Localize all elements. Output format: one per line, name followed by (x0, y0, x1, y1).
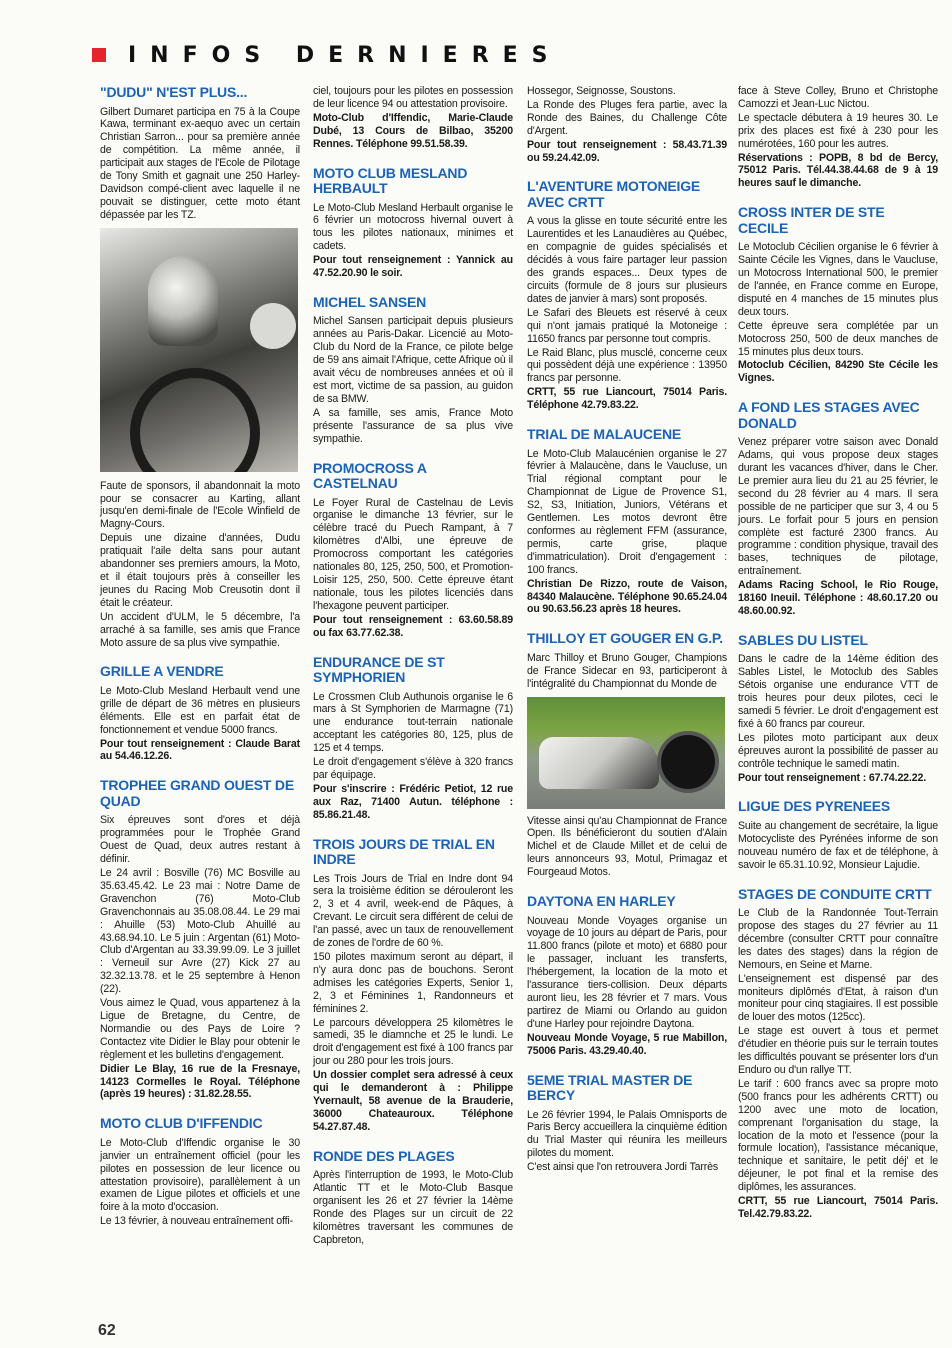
article-contact: Christian De Rizzo, route de Vaison, 84340 Malaucène. Téléphone 90.65.24.04 ou 90.63.56.23 après 18 heures. (527, 577, 727, 616)
article-text: Six épreuves sont d'ores et déjà programmées pour le Trophée Grand Ouest de Quad, deux autres restant à définir. (100, 814, 300, 866)
article-text: Le Moto-Club Malaucénien organise le 27 février à Malaucène, dans le Vaucluse, un Trial régional comptant pour le Championnat de Ligue de Provence S1, S2, S3, Initiation, Juniors, Vétérans et Gentlemen. Les motos devront être conformes au règlement FFM (assurance, permis, carte grise, plaque d'immatriculation). Droit d'engagement : 100 francs. (527, 447, 727, 576)
article-text: Après l'interruption de 1993, le Moto-Club Atlantic TT et le Moto-Club Basque organisent les 26 et 27 février la 14ème Ronde des Plages sur un circuit de 22 kilomètres traversant les communes de Capbreton, (313, 1169, 513, 1246)
article-text: Le Foyer Rural de Castelnau de Levis organise le dimanche 13 février, sur le célèbre tracé du Puech Rampant, à 7 kilomètres d'Albi, une épreuve de Promocross comportant les catégories nationales 80, 125, 250, 500, et Promotion-Loisir 125, 250, 500. Cette épreuve étant nationale, tous les pilotes licenciés dans l'hexagone peuvent participer. (313, 496, 513, 612)
article-text: Le Motoclub Cécilien organise le 6 février à Sainte Cécile les Vignes, dans le Vaucluse, un Motocross International 500, le premier de l'année, en France comme en Europe, disputé en 4 manches de 15 minutes plus deux tours. (738, 241, 938, 318)
article-text: L'enseignement est dispensé par des moniteurs diplômés d'Etat, à raison d'un moniteur pour cinq stagiaires. Il est possible de louer des motos (125cc). (738, 972, 938, 1024)
article-title: TROIS JOURS DE TRIAL EN INDRE (313, 835, 495, 868)
article-text: A vous la glisse en toute sécurité entre les Laurentides et les Lanaudières au Québec, en compagnie de guides spécialisés et décidés à vous faire partager leur passion des grands espaces... Deux types de circuits (formule de 8 jours sur plusieurs dates de janvier à mars) sont proposés. (527, 215, 727, 305)
sidecar-racing-photo (527, 697, 725, 809)
article-text: Suite au changement de secrétaire, la ligue Motocycliste des Pyrénées informe de son nouveau numéro de fax et de téléphone, à savoir le 65.31.10.92, Monsieur Lajudie. (738, 819, 938, 871)
article-text: Le Club de la Randonnée Tout-Terrain propose des stages du 27 février au 11 décembre (consulter CRTT pour connaître les dates des stages) dans la région de Nemours, en Seine et Marne. (738, 907, 938, 971)
section-title: INFOS DERNIERES (128, 42, 562, 68)
article-contact: Pour tout renseignement : 63.60.58.89 ou fax 63.77.62.38. (313, 613, 513, 639)
article-text: Le Moto-Club Mesland Herbault organise le 6 février un motocross hivernal ouvert à tous les pilotes nationaux, minimes et cadets. (313, 201, 513, 253)
article-text: Le Moto-Club Mesland Herbault vend une grille de départ de 36 mètres en plusieurs éléments. Elle est en parfait état de fonctionnement et vendue 5000 francs. (100, 684, 300, 736)
column-1 (100, 85, 300, 1229)
article-text: Michel Sansen participait depuis plusieurs années au Paris-Dakar. Licencié au Moto-Club du Nord de la France, ce pilote belge de 59 ans aimait l'Afrique, cette Afrique où il avait vécu de nombreuses années et où il est mort, victime de sa passion, au guidon de sa BMW. (313, 315, 513, 405)
article-title: "DUDU" N'EST PLUS... (100, 84, 248, 100)
article-text: Nouveau Monde Voyages organise un voyage de 10 jours au départ de Paris, pour 11.800 francs (pilote et moto) et 6880 pour le passager, incluant les transferts, l'hébergement, la location de la moto et l'assurance tiers-collision. Deux départs auront lieu, les 28 février et 7 mars. Vous partirez de Miami ou Orlando au guidon d'une Harley pour rejoindre Daytona. (527, 914, 727, 1030)
sidecar-body-shape (539, 737, 659, 789)
wheel-shape (657, 731, 719, 793)
article-text: Vous aimez le Quad, vous appartenez à la Ligue de Bretagne, du Centre, de Normandie ou des Pays de Loire ? Contactez vite Didier le Blay pour obtenir le règlement et les bulletins d'engagement. (100, 997, 300, 1061)
article-text: Le 26 février 1994, le Palais Omnisports de Paris Bercy accueillera la cinquième édition du Trial Master qui réunira les meilleurs pilotes du moment. (527, 1108, 727, 1160)
article-text: ciel, toujours pour les pilotes en possession de leur licence 94 ou attestation provisoire. (313, 85, 513, 110)
article-contact: Pour tout renseignement : 58.43.71.39 ou 59.24.42.09. (527, 138, 727, 164)
article-title: 5EME TRIAL MASTER DE BERCY (527, 1071, 693, 1104)
article-text: Hossegor, Seignosse, Soustons. (527, 85, 676, 97)
article-text: Le tarif : 600 francs avec sa propre moto (500 francs pour les adhérents CRTT) ou 1200 avec une moto de location, comprenant l'organisation du stage, la location de la moto et l'essence (pour la formule location), l'assistance mécanique, technique et sanitaire, le petit déj' et le déjeuner, le pot final et la remise des diplômes, les assurances. (738, 1077, 938, 1194)
article-text: Cette épreuve sera complétée par un Motocross 250, 500 de deux manches de 15 minutes plus deux tours. (738, 319, 938, 358)
article-title: TROPHEE GRAND OUEST DE QUAD (100, 777, 294, 809)
article-contact: Pour tout renseignement : Yannick au 47.52.20.90 le soir. (313, 254, 513, 280)
article-text: C'est ainsi que l'on retrouvera Jordi Tarrès (527, 1161, 718, 1174)
column-3 (527, 85, 727, 1175)
article-text: 150 pilotes maximum seront au départ, il n'y aura donc pas de bouchons. Seront admises les catégories Experts, Senior 1, 2, 3 et Féminines 1, Randonneurs et féminines 2. (313, 951, 513, 1015)
article-title: A FOND LES STAGES AVEC DONALD (738, 399, 920, 431)
article-text: Le Crossmen Club Authunois organise le 6 mars à St Symphorien de Marmagne (71) une endurance tout-terrain nationale acceptant les catégories 80, 125, plus de 125 et 4 temps. (313, 690, 513, 755)
article-text: La Ronde des Pluges fera partie, avec la Ronde des Baines, du Challenge Côte d'Argent. (527, 98, 727, 137)
article-title: GRILLE A VENDRE (100, 663, 224, 680)
article-title: DAYTONA EN HARLEY (527, 893, 676, 910)
article-contact: CRTT, 55 rue Liancourt, 75014 Paris. Tel.42.79.83.22. (738, 1195, 938, 1220)
page-number: 62 (98, 1322, 116, 1339)
article-title: MICHEL SANSEN (313, 293, 427, 310)
number-plate-shape (250, 303, 296, 349)
article-text: Le spectacle débutera à 19 heures 30. Le prix des places est fixé à 230 pour les numérotées, 160 pour les autres. (738, 111, 938, 150)
article-title: L'AVENTURE MOTONEIGE AVEC CRTT (527, 178, 701, 210)
article-text: Le parcours développera 25 kilomètres le samedi, 35 le diamnche et 25 le lundi. Le droit d'engagement est fixé à 100 francs par jour ou 280 pour les trois jours. (313, 1016, 513, 1068)
motorcycle-racer-photo (100, 228, 298, 472)
article-text: Le stage est ouvert à tous et permet d'étudier en théorie puis sur le terrain toutes les difficultés pouvant se présenter lors d'un Enduro ou d'un rallye TT. (738, 1025, 938, 1076)
article-title: ENDURANCE DE ST SYMPHORIEN (313, 653, 445, 685)
article-text: Le 13 février, à nouveau entraînement offi- (100, 1215, 293, 1228)
article-text: Faute de sponsors, il abandonnait la moto pour se consacrer au Karting, allant jusqu'en demi-finale de l'Ecole Winfield de Magny-Cours. (100, 479, 300, 531)
article-title: CROSS INTER DE STE CECILE (738, 204, 885, 236)
article-text: Le Safari des Bleuets est réservé à ceux qui n'ont jamais pratiqué la Motoneige : 11650 francs par personne tout compris. (527, 306, 727, 345)
article-contact: Moto-Club d'Iffendic, Marie-Claude Dubé, 13 Cours de Bilbao, 35200 Rennes. Téléphone 99.51.58.39. (313, 111, 513, 150)
article-text: Le Moto-Club d'Iffendic organise le 30 janvier un entraînement officiel (pour les pilotes en possession de leur licence ou attestation provisoire), parallèlement à un examen de Ligue pilotes et officiels et une foire à la moto d'occasion. (100, 1136, 300, 1214)
rider-helmet-shape (148, 256, 218, 346)
article-text: Les pilotes moto participant aux deux épreuves auront la possibilité de passer au contrôle technique le samedi matin. (738, 731, 938, 770)
article-text: Gilbert Dumaret participa en 75 à la Coupe Kawa, terminant ex-aequo avec un certain Christian Sarron... pour sa première année de compétition. La même année, il participait aux stages de l'Ecole de Pilotage de Tony Smith et gagnait une 250 Harley-Davidson compé-client avec laquelle il ne pouvait se distinguer, cette moto étant dépassée par les TZ. (100, 105, 300, 221)
article-text: A sa famille, ses amis, France Moto présente l'assurance de sa plus vive sympathie. (313, 406, 513, 445)
article-title: MOTO CLUB D'IFFENDIC (100, 1115, 263, 1132)
article-text: Le droit d'engagement s'élève à 320 francs par équipage. (313, 756, 513, 781)
article-title: MOTO CLUB MESLAND HERBAULT (313, 164, 468, 197)
article-contact: Un dossier complet sera adressé à ceux qui le demanderont à : Philippe Yvernault, 58 avenue de la Brauderie, 36000 Chateauroux. Téléphone 54.27.87.48. (313, 1069, 513, 1133)
article-text: Les Trois Jours de Trial en Indre dont 94 sera la troisième édition se dérouleront les 2, 3 et 4 avril, week-end de Pâques, à Crevant. Le circuit sera différent de celui de l'an passé, avec un taux de renouvellement de zones de l'ordre de 60 %. (313, 872, 513, 950)
article-contact: CRTT, 55 rue Liancourt, 75014 Paris. Téléphone 42.79.83.22. (527, 386, 727, 412)
article-contact: Réservations : POPB, 8 bd de Bercy, 75012 Paris. Tél.44.38.44.68 de 9 à 19 heures sauf le dimanche. (738, 151, 938, 190)
article-text: Le 24 avril : Bosville (76) MC Bosville au 35.63.45.42. Le 23 mai : Notre Dame de Gravenchon (76) Moto-Club Gravenchonnais au 35.08.08.44. Le 29 mai : Ahuille (53) Moto-Club Ahuillé au 43.68.94.10. Le 5 juin : Argentan (61) Moto-Club d'Argentan au 33.39.99.09. Le 3 juillet : Verneuil sur Avre (27) Kick 27 au 32.32.13.78. et le 25 septembre à Henon (22). (100, 867, 300, 996)
article-title: TRIAL DE MALAUCENE (527, 426, 682, 443)
red-square-icon (92, 48, 106, 62)
article-title: RONDE DES PLAGES (313, 1147, 455, 1164)
article-title: LIGUE DES PYRENEES (738, 798, 890, 815)
article-contact: Pour tout renseignement : Claude Barat au 54.46.12.26. (100, 737, 300, 763)
article-contact: Didier Le Blay, 16 rue de la Fresnaye, 14123 Cormelles le Royal. Téléphone (après 19 heures) : 31.82.28.55. (100, 1062, 300, 1101)
section-header (92, 40, 912, 70)
column-2 (313, 85, 513, 1248)
wheel-shape (130, 368, 260, 472)
article-title: SABLES DU LISTEL (738, 631, 868, 648)
article-contact: Pour s'inscrire : Frédéric Petiot, 12 rue aux Raz, 71400 Autun. téléphone : 85.86.21.48. (313, 782, 513, 821)
article-text: Le Raid Blanc, plus musclé, concerne ceux qui possèdent déjà une expérience : 13950 francs par personne. (527, 346, 727, 385)
article-title: THILLOY ET GOUGER EN G.P. (527, 630, 723, 647)
article-text: Dans le cadre de la 14ème édition des Sables Listel, le Motoclub des Sables Sétois organise une endurance VTT de trois heures pour deux pilotes, ceci le samedi 5 février. Le droit d'engagement est fixé à 60 francs par coureur. (738, 653, 938, 730)
article-contact: Pour tout renseignement : 67.74.22.22. (738, 771, 926, 784)
article-text: Venez préparer votre saison avec Donald Adams, qui vous propose deux stages durant les vacances d'hiver, dans le Cher. Le premier aura lieu du 21 au 25 février, le second du 28 février au 4 mars. Il sera possible de ne participer que sur 3, 4 ou 5 jours. Le forfait pour 5 jours en pension complète est facturé 2300 francs. Au programme : condition physique, travail des bases, techniques de pilotage, entraînement. (738, 436, 938, 578)
article-title: STAGES DE CONDUITE CRTT (738, 885, 932, 902)
article-text: Vitesse ainsi qu'au Championnat de France Open. Ils bénéficieront du soutien d'Alain Michel et de Claude Millet et de celui de leurs annonceurs 93, Motul, Primagaz et Fourgeaud Motos. (527, 814, 727, 879)
article-contact: Nouveau Monde Voyage, 5 rue Mabillon, 75006 Paris. 43.29.40.40. (527, 1031, 727, 1057)
article-contact: Adams Racing School, le Rio Rouge, 18160 Ineuil. Téléphone : 48.60.17.20 ou 48.60.00.92. (738, 579, 938, 617)
article-text: face à Steve Colley, Bruno et Christophe Camozzi et Jean-Luc Nictou. (738, 85, 938, 110)
article-text: Un accident d'ULM, le 5 décembre, l'a arraché à sa famille, ses amis que France Moto assure de sa plus vive sympathie. (100, 610, 300, 649)
column-4 (738, 85, 938, 1222)
article-text: Depuis une dizaine d'années, Dudu pratiquait l'aile delta sans pour autant abandonner ses premiers amours, la Moto, et il était toujours près à conseiller les jeunes du Racing Mob Creusotin dont il était le créateur. (100, 532, 300, 609)
article-text: Marc Thilloy et Bruno Gouger, Champions de France Sidecar en 93, participeront à l'intégralité du Championnat du Monde de (527, 651, 727, 690)
article-title: PROMOCROSS A CASTELNAU (313, 459, 427, 492)
article-contact: Motoclub Cécilien, 84290 Ste Cécile les Vignes. (738, 359, 938, 385)
